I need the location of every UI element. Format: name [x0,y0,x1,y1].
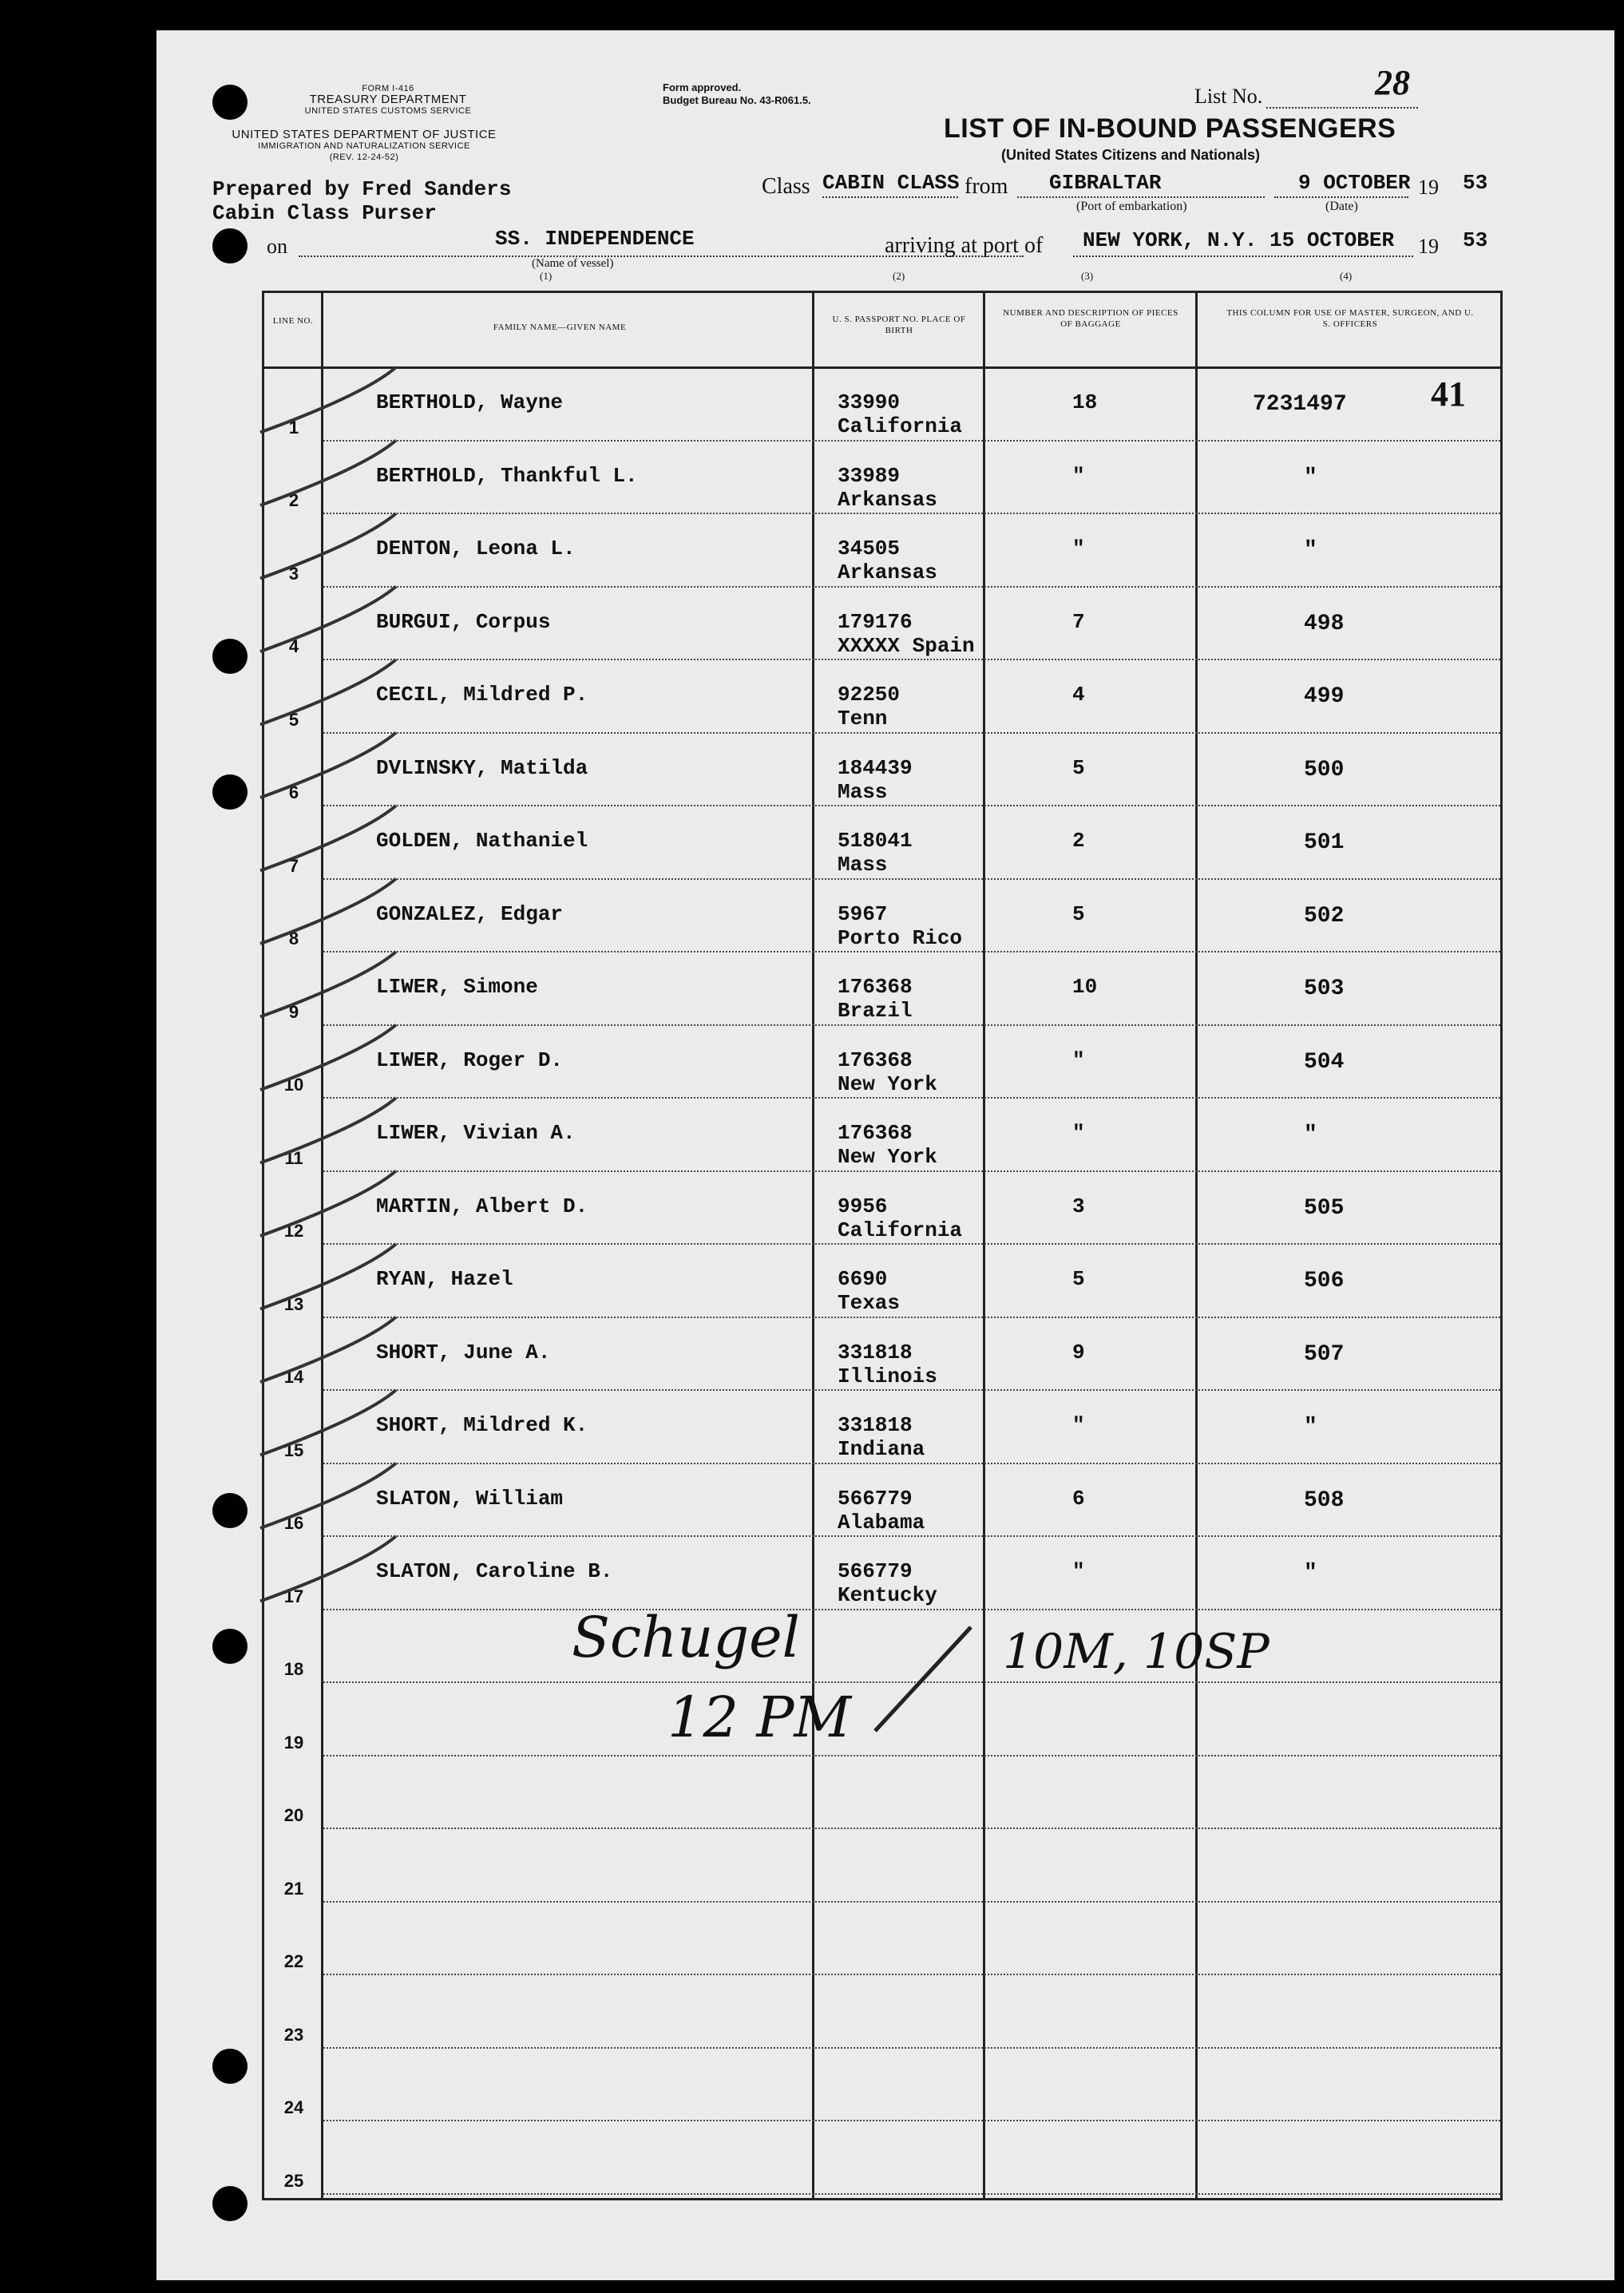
place-of-birth: XXXXX Spain [838,633,975,658]
document-page [156,30,1614,2280]
officer-entry: 505 [1304,1195,1345,1221]
vessel-name: SS. INDEPENDENCE [495,227,695,251]
passenger-name: DVLINSKY, Matilda [376,755,588,780]
row-line-number: 12 [283,1221,304,1241]
col-number: (2) [893,270,905,282]
passport-number: 33990 [838,390,901,414]
row-line-number: 23 [283,2024,304,2045]
officer-entry: 500 [1304,757,1345,782]
check-mark [260,806,396,871]
baggage-count: 5 [1072,755,1085,780]
row-line-number: 1 [288,417,299,438]
place-of-birth: Mass [838,853,888,877]
baggage-count: 4 [1072,683,1085,707]
check-mark [260,513,396,579]
officer-entry: 499 [1304,684,1345,709]
list-no-value: 28 [1375,63,1410,102]
baggage-count: " [1072,1413,1085,1437]
baggage-count: " [1072,1121,1085,1145]
check-mark [260,952,396,1017]
place-of-birth: Porto Rico [838,925,963,950]
handwritten-note: 10M, 10SP [1003,1624,1269,1680]
officer-entry: " [1304,465,1317,490]
row-line-number: 19 [283,1732,304,1752]
check-mark [260,1025,396,1091]
row-line-number: 11 [284,1147,303,1168]
class-value: CABIN CLASS [822,171,960,195]
row-line-number: 14 [283,1367,304,1387]
passenger-name: LIWER, Roger D. [376,1047,564,1072]
passenger-name: GONZALEZ, Edgar [376,901,564,926]
place-of-birth: California [838,414,963,438]
passport-number: 33989 [838,463,901,488]
handwritten-signature: Schugel [572,1605,800,1670]
margin-number: 41 [1431,374,1466,414]
passport-number: 331818 [838,1340,913,1364]
passport-number: 176368 [838,975,913,999]
class-label: Class [762,174,810,199]
baggage-count: 18 [1072,390,1098,414]
row-line-number: 15 [283,1440,304,1460]
embark-date: 9 OCTOBER [1298,171,1411,195]
check-mark [260,587,396,652]
handwritten-time: 12 PM [667,1685,852,1750]
check-mark [260,441,396,506]
officer-entry: 506 [1304,1269,1345,1293]
place-of-birth: California [838,1218,963,1242]
check-mark [260,1244,396,1309]
arrival-year: 53 [1463,228,1488,252]
row-line-number: 16 [283,1513,304,1533]
row-line-number: 4 [288,636,299,656]
passport-number: 34505 [838,537,901,560]
passenger-name: CECIL, Mildred P. [376,683,588,707]
place-of-birth: Texas [838,1291,901,1315]
col-number: (3) [1081,270,1094,282]
header-baggage: NUMBER AND DESCRIPTION OF PIECES OF BAGGAGE [1003,308,1178,329]
row-line-number: 2 [288,490,299,510]
check-mark [260,1171,396,1237]
officer-entry: " [1304,1561,1317,1586]
row-line-number: 5 [288,709,299,730]
place-of-birth: Alabama [838,1510,925,1535]
year-prefix-2: 19 [1418,235,1439,258]
row-line-number: 22 [283,1951,304,1971]
place-of-birth: Indiana [838,1437,925,1461]
passport-number: 92250 [838,683,901,707]
baggage-count: 7 [1072,609,1085,634]
row-line-number: 17 [283,1586,304,1606]
passport-number: 176368 [838,1121,913,1145]
header-passport: U. S. PASSPORT NO. PLACE OF BIRTH [832,315,966,335]
row-line-number: 6 [288,782,299,802]
list-no-label: List No. [1194,85,1263,108]
baggage-count: 5 [1072,1267,1085,1291]
passenger-name: SLATON, William [376,1486,564,1511]
row-line-number: 10 [283,1075,304,1095]
officer-entry: " [1304,1415,1317,1440]
row-line-number: 24 [283,2097,304,2117]
passport-number: 518041 [838,829,913,853]
passenger-name: DENTON, Leona L. [376,537,576,560]
ins-label: IMMIGRATION AND NATURALIZATION SERVICE [258,141,470,151]
passenger-name: RYAN, Hazel [376,1267,513,1291]
row-line-number: 21 [283,1878,304,1899]
baggage-count: 3 [1072,1194,1085,1218]
officer-entry: 502 [1304,903,1345,929]
header-name: FAMILY NAME—GIVEN NAME [493,323,627,332]
check-mark [260,1098,396,1163]
baggage-count: " [1072,463,1085,488]
baggage-count: 6 [1072,1486,1085,1511]
budget-text: Budget Bureau No. 43-R061.5. [663,94,811,106]
officer-entry: " [1304,538,1317,563]
customs-label: UNITED STATES CUSTOMS SERVICE [304,106,472,116]
on-label: on [267,235,287,258]
place-of-birth: Mass [838,779,888,804]
passenger-name: SHORT, Mildred K. [376,1413,588,1437]
handwritten-stroke [875,1627,971,1731]
passenger-name: GOLDEN, Nathaniel [376,829,588,853]
passenger-name: LIWER, Vivian A. [376,1121,576,1145]
row-line-number: 7 [288,855,299,876]
year-prefix: 19 [1418,176,1439,199]
baggage-count: " [1072,1559,1085,1583]
check-mark [260,1317,396,1383]
check-mark [260,367,396,433]
place-of-birth: New York [838,1071,937,1096]
page-subtitle: (United States Citizens and Nationals) [1001,147,1261,163]
form-number: FORM I-416 [362,84,414,93]
check-mark [260,659,396,725]
col-number: (1) [540,270,553,282]
port-embark-caption: (Port of embarkation) [1076,200,1187,213]
check-mark [260,879,396,945]
place-of-birth: Tenn [838,707,888,731]
page-title: LIST OF IN-BOUND PASSENGERS [944,113,1396,144]
passport-number: 566779 [838,1559,913,1583]
baggage-count: 2 [1072,829,1085,853]
from-label: from [964,174,1008,199]
place-of-birth: Arkansas [838,487,937,512]
passenger-name: SHORT, June A. [376,1340,551,1364]
purser: Cabin Class Purser [212,201,437,225]
rev-label: (REV. 12-24-52) [329,152,399,162]
row-line-number: 9 [288,1001,299,1022]
passenger-name: MARTIN, Albert D. [376,1194,588,1218]
from-value: GIBRALTAR [1049,171,1162,195]
passport-number: 179176 [838,609,913,634]
approved-text: Form approved. [663,81,742,93]
place-of-birth: Arkansas [838,560,937,584]
passenger-name: BERTHOLD, Thankful L. [376,463,638,488]
treasury-label: TREASURY DEPARTMENT [309,93,467,106]
officer-entry: 498 [1304,611,1345,636]
row-line-number: 3 [288,563,299,584]
check-marks [156,30,1614,2280]
passport-number: 9956 [838,1194,888,1218]
passport-number: 5967 [838,901,888,926]
officer-entry: 508 [1304,1487,1345,1513]
row-line-number: 25 [283,2170,304,2191]
passenger-name: SLATON, Caroline B. [376,1559,613,1583]
passport-number: 176368 [838,1047,913,1072]
row-line-number: 13 [283,1293,304,1314]
baggage-count: 9 [1072,1340,1085,1364]
vessel-caption: (Name of vessel) [532,257,614,270]
baggage-count: " [1072,1047,1085,1072]
place-of-birth: Illinois [838,1364,937,1388]
passport-number: 6690 [838,1267,888,1291]
officer-entry: 504 [1304,1049,1345,1075]
officer-entry: 7231497 [1253,392,1347,417]
passenger-name: BURGUI, Corpus [376,609,551,634]
passport-number: 331818 [838,1413,913,1437]
officer-entry: 503 [1304,976,1345,1001]
officer-entry: " [1304,1123,1317,1147]
passenger-name: LIWER, Simone [376,975,538,999]
col-number: (4) [1340,270,1353,282]
row-line-number: 18 [283,1659,304,1679]
check-mark [260,1390,396,1455]
check-mark [260,1463,396,1529]
place-of-birth: Brazil [838,999,913,1023]
prepared-by: Prepared by Fred Sanders [212,177,512,201]
header-officers: THIS COLUMN FOR USE OF MASTER, SURGEON, AND U. S. OFFICERS [1226,308,1474,329]
check-mark [260,733,396,798]
justice-label: UNITED STATES DEPARTMENT OF JUSTICE [232,128,497,141]
row-line-number: 8 [288,929,299,948]
row-line-number: 20 [283,1805,304,1825]
arrival-port: NEW YORK, N.Y. 15 OCTOBER [1083,228,1395,252]
date-caption: (Date) [1325,200,1358,213]
place-of-birth: Kentucky [838,1583,937,1607]
place-of-birth: New York [838,1145,937,1169]
arriving-label: arriving at port of [885,233,1044,258]
baggage-count: 10 [1072,975,1098,999]
passport-number: 566779 [838,1486,913,1511]
baggage-count: 5 [1072,901,1085,926]
header-line-no: LINE NO. [272,316,314,326]
check-mark [260,1536,396,1602]
passenger-name: BERTHOLD, Wayne [376,390,564,414]
officer-entry: 507 [1304,1341,1345,1367]
passport-number: 184439 [838,755,913,780]
officer-entry: 501 [1304,830,1345,855]
baggage-count: " [1072,537,1085,560]
embark-year: 53 [1463,171,1488,195]
